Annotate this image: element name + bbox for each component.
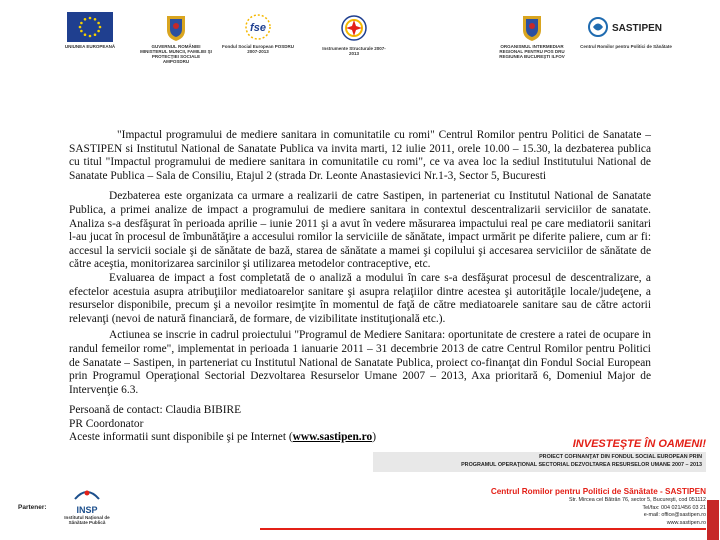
- eu-flag-icon: [67, 12, 113, 42]
- intermediary-body-caption: ORGANISMUL INTERMEDIAR REGIONAL PENTRU POS DRU REGIUNEA BUCUREŞTI ILFOV: [499, 44, 565, 59]
- structural-instruments-caption: Instrumente Structurale 2007-2013: [322, 46, 386, 56]
- paragraph-invitation: [69, 129, 651, 183]
- text-line: Analiza s-a desfăşurat în perioada aprilie – iunie 2011 şi a avut în vedere măsurarea impactului real pe care mediatorii: [69, 217, 615, 230]
- coat-of-arms-icon: [521, 12, 543, 42]
- text-line: resurselor disponibile, precum şi a nevoilor resimţite în momentul de faţă de către mediatoarele sanitare sau de către actorii: [69, 299, 651, 312]
- structural-instruments-icon: [337, 12, 371, 44]
- org-name: Centrul Romilor pentru Politici de Sănătate - SASTIPEN: [490, 487, 706, 496]
- text-line: Politici de Sanatate – Sastipen, in parteneriat cu Institutul National de Sanatate Publica, proiect co-finanţat din Fondul Social: [69, 342, 651, 369]
- text-line: "Impactul programului de mediere sanitara in comunitatile cu romi" Centrul Romilor pentru Politici de Sanatate –: [117, 129, 651, 141]
- text-line: Publica, a primei analize de impact a programului de mediere sanitara in contextul descentralizarii serviciilor de sanatate.: [69, 203, 651, 216]
- banner-title: INVESTEŞTE ÎN OAMENI!: [572, 438, 706, 450]
- coat-of-arms-icon: [165, 12, 187, 42]
- sastipen-caption: Centrul Romilor pentru Politici de Sănătate: [580, 44, 672, 49]
- insp-logo: [62, 487, 112, 526]
- text-line: sănătate de către aceştia, monitorizarea sarcinilor şi utilizarea metodelor contraceptive, etc.: [69, 244, 651, 271]
- text-line: cum ar fi: accesul la servicii sociale şi de sănătate de bază, starea de sănătate a mamei şi copilului şi accesarea serviciilor de: [69, 231, 651, 257]
- press-release-body: [69, 129, 651, 445]
- sastipen-logo: [580, 12, 672, 49]
- fse-logo: [222, 12, 294, 54]
- org-email: e-mail: office@sastipen.ro: [643, 512, 706, 519]
- website-link[interactable]: www.sastipen.ro: [292, 431, 373, 444]
- partner-label: Partener:: [18, 504, 47, 511]
- footer-divider: [260, 528, 706, 530]
- text-line: SASTIPEN si Institutul National de Sanatate Publica va invita marti, 12 iulie 2011, orele 10.00 – 15.30, la dezbaterea publica: [69, 142, 651, 155]
- invest-in-people-banner: [373, 438, 706, 472]
- org-web: www.sastipen.ro: [666, 519, 706, 526]
- banner-line: PROGRAMUL OPERAŢIONAL SECTORIAL DEZVOLTAREA RESURSELOR UMANE 2007 – 2013: [461, 461, 702, 468]
- internet-suffix: ): [372, 431, 376, 444]
- contact-role: PR Coordonator: [69, 417, 144, 430]
- eu-logo: [60, 12, 120, 49]
- contact-person: Persoană de contact: Claudia BIBIRE: [69, 404, 242, 417]
- government-logo: [140, 12, 212, 64]
- text-line: Sanatate Publica – Sala de Consiliu, Etajul 2 (strada Dr. Leonte Anastasievici Nr.1-3, Sector 5, Bucuresti: [69, 169, 547, 182]
- fse-caption: Fondul Social European POSDRU 2007-2013: [222, 44, 295, 54]
- intermediary-body-logo: [496, 12, 568, 59]
- insp-mark: INSP: [76, 505, 98, 515]
- org-phone: Tel/fax: 004 021/456 03 21: [642, 504, 706, 511]
- government-caption: GUVERNUL ROMÂNIEI MINISTERUL MUNCII, FAMILIEI ŞI PROTECŢIEI SOCIALE AMPOSDRU: [140, 44, 212, 64]
- text-line: European prin Programul Operaţional Sectorial Dezvoltarea Resurselor Umane 2007 – 2013, Axa prioritară 6, Domeniul: [69, 356, 651, 383]
- structural-instruments-logo: [322, 12, 386, 56]
- text-line: in randul femeilor rome", implementat in perioada 1 ianuarie 2011 – 31 decembrie 2013 de catre Centrul Romilor pentru: [69, 329, 651, 355]
- text-line: cu titul "Impactul programului de mediere sanitara in comunitatile cu romi", ce va avea loc la sediul Institutului National de: [69, 156, 651, 169]
- paragraph-debate: [69, 190, 651, 272]
- text-line: efectelor acestuia asupra atribuţiilor mediatoarelor sanitare şi asupra relaţiilor dintre acestea şi autorităţile locale/judeţene, a: [69, 285, 651, 298]
- insp-caption: Institutul Naţional de Sănătate Publică: [64, 515, 110, 526]
- paragraph-evaluation: [69, 272, 651, 326]
- text-line: Actiunea se inscrie in cadrul proiectului "Programul de Mediere Sanitara: oportunitate de crestere a ratei de ocupare: [109, 329, 640, 342]
- internet-prefix: Aceste informatii sunt disponibile şi pe Internet (: [69, 431, 293, 444]
- sastipen-mark: SASTIPEN: [612, 23, 663, 34]
- text-line: relevanţi (nevoi de natură financiară, de formare, de vizibilitate instituţională etc.).: [69, 312, 446, 325]
- corner-accent: [707, 500, 719, 540]
- sastipen-icon: [586, 12, 666, 42]
- banner-line: PROIECT COFINANŢAT DIN FONDUL SOCIAL EUROPEAN PRIN: [539, 454, 702, 460]
- paragraph-project: [69, 329, 651, 397]
- eu-caption: UNIUNEA EUROPEANĂ: [64, 44, 116, 49]
- text-line: Dezbaterea este organizata ca urmare a realizarii de catre Sastipen, in parteneriat cu Institutul National de Sanatate: [109, 190, 651, 203]
- insp-icon: [73, 487, 101, 501]
- text-line: Evaluarea de impact a fost completată de o analiză a modului în care s-a desfăşurat procesul de descentralizare, a: [109, 271, 651, 284]
- contact-block: [491, 487, 706, 527]
- banner-box: [373, 452, 706, 472]
- text-line: Major de Intervenţie 6.3.: [69, 370, 651, 396]
- org-address: Str. Mircea cel Bătrân 76, sector 5, Bucureşti, cod 051112: [568, 497, 706, 503]
- fse-icon: [238, 12, 278, 42]
- text-line: sanitari l-au jucat în procesul de îmbunătăţire a accesului romilor la serviciile de sănătate, impact urmărit pe diferite paliere,: [69, 217, 651, 244]
- fse-mark: fse: [250, 22, 266, 34]
- header-logos: [0, 0, 720, 80]
